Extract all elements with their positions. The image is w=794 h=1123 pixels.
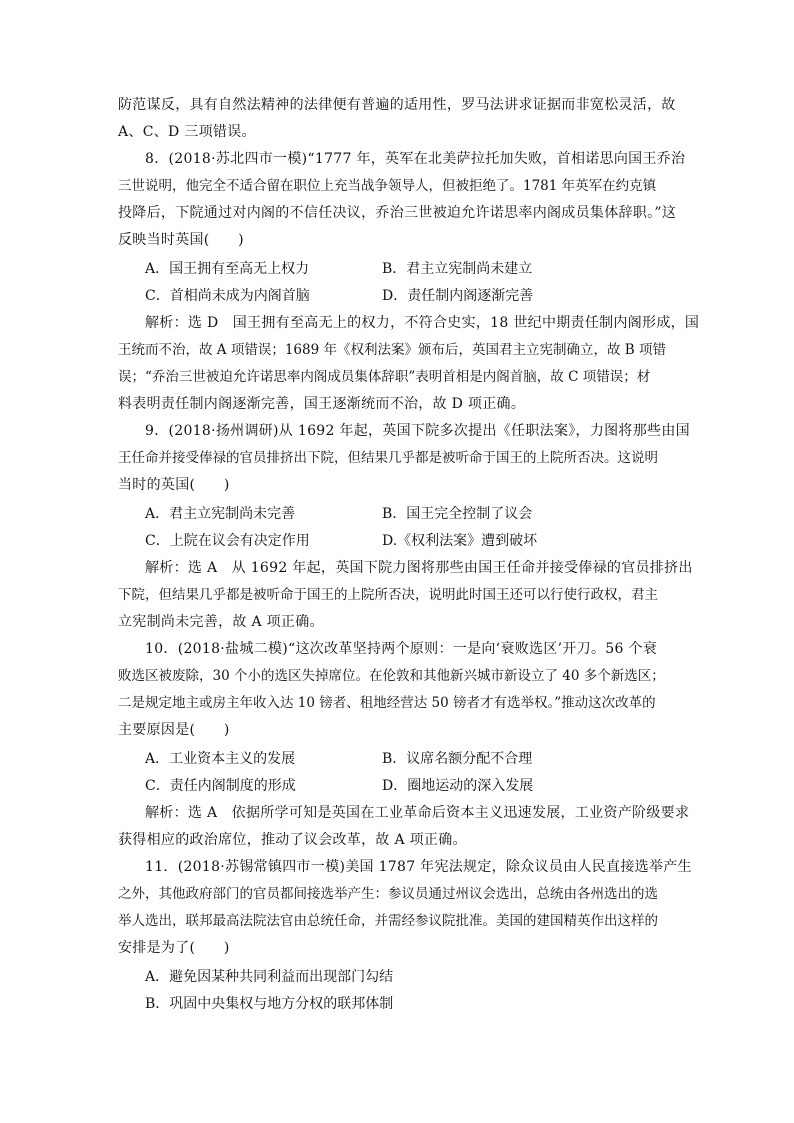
- q8-analysis: 解析：选 D 国王拥有至高无上的权力，不符合史实，18 世纪中期责任制内阁形成，国: [145, 315, 700, 331]
- q9-option-d: D.《权利法案》遭到破坏: [382, 533, 538, 549]
- q10-option-d: D．圈地运动的深入发展: [382, 778, 534, 794]
- q8-option-c: C．首相尚未成为内阁首脑: [145, 288, 310, 304]
- text-line: 获得相应的政治席位，推动了议会改革，故 A 项正确。: [118, 832, 467, 848]
- q8-option-b: B．君主立宪制尚未建立: [382, 261, 533, 277]
- q10-option-a: A．工业资本主义的发展: [145, 751, 296, 767]
- text-line: A、C、D 三项错误。: [118, 124, 256, 140]
- q10-option-b: B．议席名额分配不合理: [382, 751, 533, 767]
- text-line: 料表明责任制内阁逐渐完善，国王逐渐统而不治，故 D 项正确。: [118, 396, 526, 412]
- question-11-stem: 11．(2018·苏锡常镇四市一模)美国 1787 年宪法规定，除众议员由人民直接选举产生: [145, 859, 692, 875]
- text-line: 之外，其他政府部门的官员都间接选举产生：参议员通过州议会选出，总统由各州选出的选: [118, 886, 658, 902]
- q8-option-a: A．国王拥有至高无上权力: [145, 261, 310, 277]
- q9-option-a: A．君主立宪制尚未完善: [145, 506, 296, 522]
- text-line: 误；“乔治三世被迫允许诺思率内阁成员集体辞职”表明首相是内阁首脑，故 C 项错误；材: [118, 369, 651, 385]
- question-8-stem: 8．(2018·苏北四市一模)“1777 年，英军在北美萨拉托加失败，首相诺思向国王乔治: [145, 151, 686, 167]
- q8-option-d: D．责任制内阁逐渐完善: [382, 288, 534, 304]
- text-line: 三世说明，他完全不适合留在职位上充当战争领导人，但被拒绝了。1781 年英军在约克镇: [118, 178, 657, 194]
- q11-option-b: B．巩固中央集权与地方分权的联邦体制: [145, 996, 394, 1012]
- text-line: 投降后，下院通过对内阁的不信任决议，乔治三世被迫允许诺思率内阁成员集体辞职。”这: [118, 205, 677, 221]
- text-line: 败选区被废除，30 个小的选区失掉席位。在伦敦和其他新兴城市新设立了 40 多个新选区；: [118, 668, 665, 684]
- text-line: 下院，但结果几乎都是被听命于国王的上院所否决，说明此时国王还可以行使行政权，君主: [118, 587, 658, 603]
- q11-option-a: A．避免因某种共同利益而出现部门勾结: [145, 969, 394, 985]
- question-9-stem: 9．(2018·扬州调研)从 1692 年起，英国下院多次提出《任职法案》，力图将那些由国: [145, 423, 690, 439]
- text-line: 防范谋反，具有自然法精神的法律便有普遍的适用性，罗马法讲求证据而非宽松灵活，故: [118, 97, 676, 113]
- q9-option-b: B．国王完全控制了议会: [382, 506, 533, 522]
- q9-analysis: 解析：选 A 从 1692 年起，英国下院力图将那些由国王任命并接受俸禄的官员排挤出: [145, 560, 693, 576]
- text-line: 立宪制尚未完善，故 A 项正确。: [118, 614, 324, 630]
- text-line: 举人选出，联邦最高法院法官由总统任命，并需经参议院批准。美国的建国精英作出这样的: [118, 913, 658, 929]
- q10-analysis: 解析：选 A 依据所学可知是英国在工业革命后资本主义迅速发展，工业资产阶级要求: [145, 805, 690, 821]
- q10-option-c: C．责任内阁制度的形成: [145, 778, 296, 794]
- q9-option-c: C．上院在议会有决定作用: [145, 533, 310, 549]
- text-line: 二是规定地主或房主年收入达 10 镑者、租地经营达 50 镑者才有选举权。”推动这次改革的: [118, 695, 656, 711]
- text-line: 主要原因是( ): [118, 722, 230, 738]
- text-line: 王任命并接受俸禄的官员排挤出下院，但结果几乎都是被听命于国王的上院所否决。这说明: [118, 450, 658, 466]
- text-line: 王统而不治，故 A 项错误；1689 年《权利法案》颁布后，英国君主立宪制确立，故 B 项错: [118, 342, 666, 358]
- question-10-stem: 10．(2018·盐城二模)“这次改革坚持两个原则：一是向‘衰败选区’开刀。56 个衰: [145, 641, 658, 657]
- text-line: 当时的英国( ): [118, 477, 230, 493]
- text-line: 反映当时英国( ): [118, 232, 244, 248]
- text-line: 安排是为了( ): [118, 940, 230, 956]
